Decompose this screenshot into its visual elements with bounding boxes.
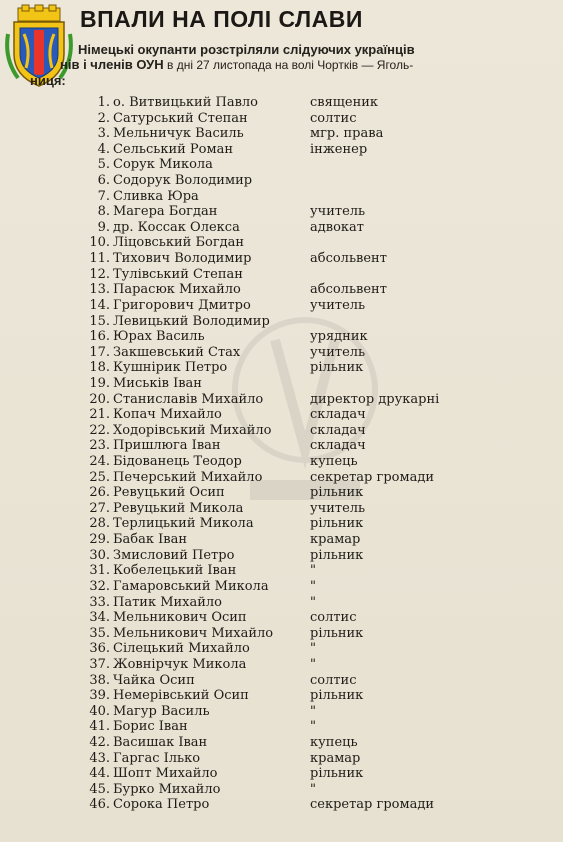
entry-number: 24. [89,454,110,470]
entry-name: Мельничук Василь [113,126,244,142]
entry-role: " [310,641,316,657]
entry-number: 28. [89,516,110,532]
entry-role: рільник [310,625,364,641]
intro-line-1: Німецькі окупанти розстріляли слідуючих українців [78,42,415,57]
entry-number: 11. [89,251,110,267]
list-item [20,235,540,251]
entry-number: 19. [89,375,110,391]
intro-paragraph [30,42,550,88]
entry-role: складач [310,438,366,454]
intro-line-2-rest: в дні 27 листопада на волі Чортків — Яголь- [163,58,414,72]
list-item [20,345,540,361]
entry-number: 32. [89,578,110,594]
list-item [20,782,540,798]
entry-role: учитель [310,297,366,313]
list-item [20,735,540,751]
entry-number: 44. [89,766,110,782]
entry-name: Бабак Іван [113,532,188,548]
entry-name: Немерівський Осип [113,688,249,704]
list-item [20,673,540,689]
list-item [20,641,540,657]
entry-number: 6. [97,173,110,189]
entry-role: абсольвент [310,282,387,298]
list-item [20,438,540,454]
entry-name: Левицький Володимир [113,313,270,329]
list-item [20,563,540,579]
entry-role: священик [310,95,379,110]
entry-number: 46. [89,797,110,813]
entry-number: 29. [89,532,110,548]
entry-name: о. Витвицький Павло [113,95,258,110]
list-item [20,95,540,111]
entry-role: адвокат [310,219,364,235]
list-item [20,766,540,782]
entry-number: 31. [89,563,110,579]
list-item [20,220,540,236]
list-item [20,688,540,704]
entry-number: 25. [89,469,110,485]
entry-role: учитель [310,344,366,360]
entry-role: купець [310,734,358,750]
entry-name: Мельникович Осип [113,610,247,626]
entry-number: 3. [97,126,110,142]
entry-number: 40. [89,703,110,719]
list-item [20,282,540,298]
entry-name: Чайка Осип [113,672,195,688]
entry-role: секретар громади [310,797,435,813]
entry-number: 13. [89,282,110,298]
entry-number: 23. [89,438,110,454]
entry-role: крамар [310,532,361,548]
entry-number: 39. [89,688,110,704]
list-item [20,392,540,408]
entry-role: рільник [310,547,364,563]
entry-number: 15. [89,313,110,329]
entry-number: 21. [89,407,110,423]
entry-name: Сливка Юра [113,188,199,204]
entry-number: 38. [89,672,110,688]
list-item [20,657,540,673]
entry-number: 4. [97,141,110,157]
entry-name: Станиславів Михайло [113,391,264,407]
entry-number: 27. [89,500,110,516]
list-item [20,454,540,470]
list-item [20,142,540,158]
entry-name: Мельникович Михайло [113,625,274,641]
entry-name: Жовнірчук Микола [113,656,247,672]
entry-role: солтис [310,610,357,626]
entry-number: 20. [89,391,110,407]
list-item [20,516,540,532]
entry-name: Ревуцький Осип [113,485,225,501]
entry-name: Васишак Іван [113,734,208,750]
entry-role: рільник [310,485,364,501]
list-item [20,376,540,392]
entry-name: Гаргас Ілько [113,750,201,766]
entry-role: учитель [310,500,366,516]
list-item [20,704,540,720]
entry-number: 9. [97,219,110,235]
entry-name: Ходорівський Михайло [113,422,272,438]
list-item [20,485,540,501]
entry-name: Сілецький Михайло [113,641,250,657]
entry-number: 10. [89,235,110,251]
entry-role: солтис [310,672,357,688]
entry-number: 8. [97,204,110,220]
entry-name: Содорук Володимир [113,173,253,189]
entry-role: рільник [310,688,364,704]
entry-name: Печерський Михайло [113,469,263,485]
entry-name: Сорук Микола [113,157,213,173]
entry-name: Магера Богдан [113,204,218,220]
list-item [20,360,540,376]
entry-role: рільник [310,516,364,532]
entry-name: Змисловий Петро [113,547,235,563]
entry-role: солтис [310,110,357,126]
entry-number: 7. [97,188,110,204]
entry-role: " [310,781,316,797]
list-item [20,501,540,517]
entry-role: учитель [310,204,366,220]
list-item [20,157,540,173]
list-item [20,251,540,267]
entry-role: урядник [310,329,368,345]
entry-number: 37. [89,656,110,672]
entry-number: 22. [89,422,110,438]
entry-name: Копач Михайло [113,407,222,423]
entry-name: др. Коссак Олекса [113,219,240,235]
entry-role: " [310,656,316,672]
entry-number: 14. [89,297,110,313]
intro-line-3: ниця: [30,73,66,88]
entry-name: Миськів Іван [113,375,202,391]
entry-number: 34. [89,610,110,626]
list-item [20,173,540,189]
entry-role: " [310,594,316,610]
entry-name: Сельський Роман [113,141,234,157]
list-item [20,111,540,127]
list-item [20,298,540,314]
entry-number: 2. [97,110,110,126]
entry-role: складач [310,422,366,438]
list-item [20,626,540,642]
page-title: ВПАЛИ НА ПОЛІ СЛАВИ [80,6,363,32]
entry-name: Пришлюга Іван [113,438,221,454]
entry-name: Григорович Дмитро [113,297,251,313]
entry-name: Кобелецький Іван [113,563,237,579]
intro-line-2-bold: нів і члeнів ОУН [60,57,164,72]
list-item [20,407,540,423]
entry-number: 18. [89,360,110,376]
list-item [20,314,540,330]
entry-name: Юрах Василь [113,329,205,345]
entry-number: 17. [89,344,110,360]
entry-name: Терлицький Микола [113,516,254,532]
entry-role: " [310,563,316,579]
list-item [20,610,540,626]
entry-number: 5. [97,157,110,173]
entry-name: Тулівський Степан [113,266,243,282]
entry-name: Магур Василь [113,703,210,719]
list-item [20,579,540,595]
entry-role: купець [310,454,358,470]
list-item [20,189,540,205]
entry-name: Кушнірик Петро [113,360,228,376]
list-item [20,719,540,735]
entry-role: " [310,703,316,719]
entry-name: Гамаровський Микола [113,578,269,594]
list-item [20,751,540,767]
entry-number: 41. [89,719,110,735]
entry-number: 1. [97,95,110,110]
entry-name: Ревуцький Микола [113,500,244,516]
entry-name: Парасюк Михайло [113,282,241,298]
entry-name: Ліцовський Богдан [113,235,245,251]
entry-role: " [310,719,316,735]
entry-number: 16. [89,329,110,345]
entry-number: 35. [89,625,110,641]
entry-role: абсольвент [310,251,387,267]
entry-name: Сорока Петро [113,797,210,813]
entry-number: 36. [89,641,110,657]
entry-role: мгр. права [310,126,384,142]
entry-role: директор друкарні [310,391,440,407]
entry-name: Патик Михайло [113,594,223,610]
list-item [20,532,540,548]
list-item [20,548,540,564]
entry-role: інженер [310,141,368,157]
list-item [20,797,540,813]
list-item [20,204,540,220]
entry-name: Бурко Михайло [113,781,221,797]
list-item [20,267,540,283]
entry-role: секретар громади [310,469,435,485]
entry-name: Сатурський Степан [113,110,248,126]
entry-number: 30. [89,547,110,563]
entry-name: Бідованець Теодор [113,454,242,470]
entry-role: рільник [310,766,364,782]
list-item [20,595,540,611]
list-item [20,126,540,142]
entry-number: 12. [89,266,110,282]
entry-name: Закшевський Стах [113,344,241,360]
entry-role: складач [310,407,366,423]
list-item [20,329,540,345]
victims-list [20,95,540,813]
entry-number: 42. [89,734,110,750]
entry-name: Борис Іван [113,719,188,735]
entry-name: Шопт Михайло [113,766,218,782]
list-item [20,423,540,439]
entry-number: 33. [89,594,110,610]
list-item [20,470,540,486]
entry-role: рільник [310,360,364,376]
entry-number: 26. [89,485,110,501]
entry-name: Тихович Володимир [113,251,252,267]
entry-number: 45. [89,781,110,797]
entry-role: крамар [310,750,361,766]
entry-number: 43. [89,750,110,766]
entry-role: " [310,578,316,594]
